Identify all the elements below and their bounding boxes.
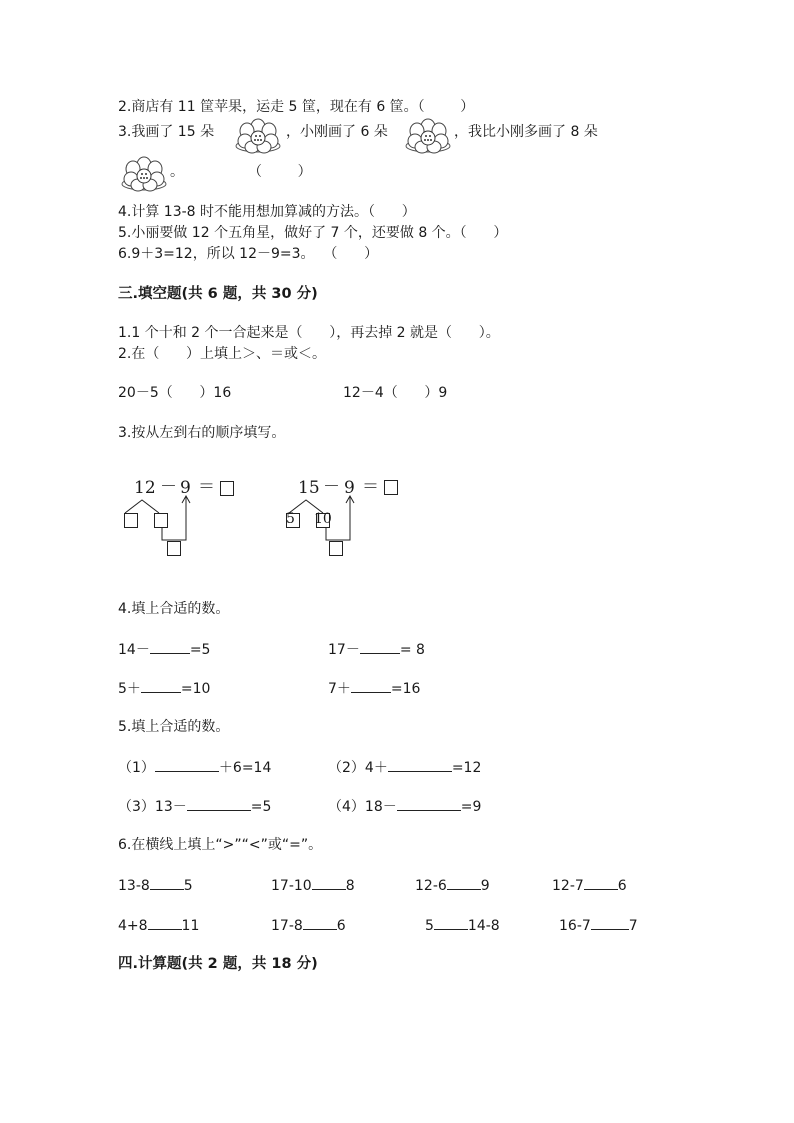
- diagram-minuend: 15: [298, 478, 320, 498]
- flower-icon: [234, 117, 284, 157]
- diagram-operator: －: [323, 477, 340, 497]
- split-box-a[interactable]: [124, 513, 138, 528]
- diagram-subtrahend: 9: [344, 478, 355, 498]
- fill-q4-item-a: 14－ =5: [118, 642, 211, 658]
- flower-icon: [404, 117, 454, 157]
- blank-line[interactable]: [155, 758, 219, 772]
- judge-question-3-part-a: 3.我画了 15 朵: [118, 124, 215, 140]
- blank-line[interactable]: [434, 916, 468, 930]
- fill-question-6: 6.在横线上填上“>”“<”或“=”。: [118, 837, 323, 853]
- intermediate-box[interactable]: [167, 541, 181, 556]
- compare-item: 5 14-8: [425, 918, 500, 934]
- fill-q5-item-2: （2）4＋ =12: [328, 760, 482, 776]
- diagram-equals: ＝: [362, 477, 379, 497]
- fill-question-2-b[interactable]: 12－4（ ）9: [343, 385, 448, 401]
- blank-line[interactable]: [397, 797, 461, 811]
- fill-q4-item-c: 5＋ =10: [118, 681, 211, 697]
- intermediate-box[interactable]: [329, 541, 343, 556]
- judge-question-6: 6.9＋3=12，所以 12－9=3。 （ ）: [118, 246, 379, 262]
- blank-line[interactable]: [351, 679, 391, 693]
- split-value-a: 5: [286, 511, 295, 527]
- blank-line[interactable]: [141, 679, 181, 693]
- fill-question-5: 5.填上合适的数。: [118, 719, 230, 735]
- diagram-subtrahend: 9: [180, 478, 191, 498]
- fill-q5-item-1: （1） ＋6=14: [118, 760, 272, 776]
- diagram-equals: ＝: [198, 477, 215, 497]
- judge-question-3-answer[interactable]: （ ）: [248, 164, 312, 180]
- compare-item: 4+8 11: [118, 918, 200, 934]
- blank-line[interactable]: [584, 876, 618, 890]
- judge-question-4: 4.计算 13-8 时不能用想加算减的方法。（ ）: [118, 204, 416, 220]
- compare-item: 17-8 6: [271, 918, 346, 934]
- blank-line[interactable]: [148, 916, 182, 930]
- section-3-title: 三.填空题(共 6 题，共 30 分): [118, 286, 318, 302]
- judge-question-2: 2.商店有 11 筐苹果，运走 5 筐，现在有 6 筐。（ ）: [118, 99, 475, 115]
- judge-question-3-part-b: ，小刚画了 6 朵: [286, 124, 388, 140]
- compare-item: 16-7 7: [559, 918, 638, 934]
- diagram-minuend: 12: [134, 478, 156, 498]
- fill-q4-item-d: 7＋ =16: [328, 681, 421, 697]
- fill-question-2: 2.在（ ）上填上＞、＝或＜。: [118, 346, 327, 362]
- fill-question-2-a[interactable]: 20－5（ ）16: [118, 385, 232, 401]
- section-4-title: 四.计算题(共 2 题，共 18 分): [118, 956, 318, 972]
- flower-icon: [120, 155, 170, 195]
- compare-item: 12-6 9: [415, 878, 490, 894]
- compare-item: 12-7 6: [552, 878, 627, 894]
- fill-question-4: 4.填上合适的数。: [118, 601, 230, 617]
- compare-item: 17-10 8: [271, 878, 355, 894]
- answer-box[interactable]: [384, 480, 398, 495]
- blank-line[interactable]: [150, 640, 190, 654]
- blank-line[interactable]: [303, 916, 337, 930]
- judge-question-3-part-d: 。: [170, 164, 184, 180]
- blank-line[interactable]: [150, 876, 184, 890]
- blank-line[interactable]: [591, 916, 629, 930]
- blank-line[interactable]: [187, 797, 251, 811]
- answer-box[interactable]: [220, 481, 234, 496]
- fill-q5-item-4: （4）18－ =9: [328, 799, 482, 815]
- fill-question-1: 1.1 个十和 2 个一合起来是（ ），再去掉 2 就是（ ）。: [118, 325, 500, 341]
- blank-line[interactable]: [388, 758, 452, 772]
- blank-line[interactable]: [447, 876, 481, 890]
- fill-q5-item-3: （3）13－ =5: [118, 799, 272, 815]
- blank-line[interactable]: [312, 876, 346, 890]
- blank-line[interactable]: [360, 640, 400, 654]
- split-box-b[interactable]: [154, 513, 168, 528]
- judge-question-3-part-c: ，我比小刚多画了 8 朵: [454, 124, 598, 140]
- fill-question-3: 3.按从左到右的顺序填写。: [118, 425, 286, 441]
- split-value-b: 10: [314, 511, 332, 527]
- judge-question-5: 5.小丽要做 12 个五角星，做好了 7 个，还要做 8 个。（ ）: [118, 225, 508, 241]
- fill-q4-item-b: 17－ = 8: [328, 642, 425, 658]
- diagram-operator: －: [160, 477, 177, 497]
- compare-item: 13-8 5: [118, 878, 193, 894]
